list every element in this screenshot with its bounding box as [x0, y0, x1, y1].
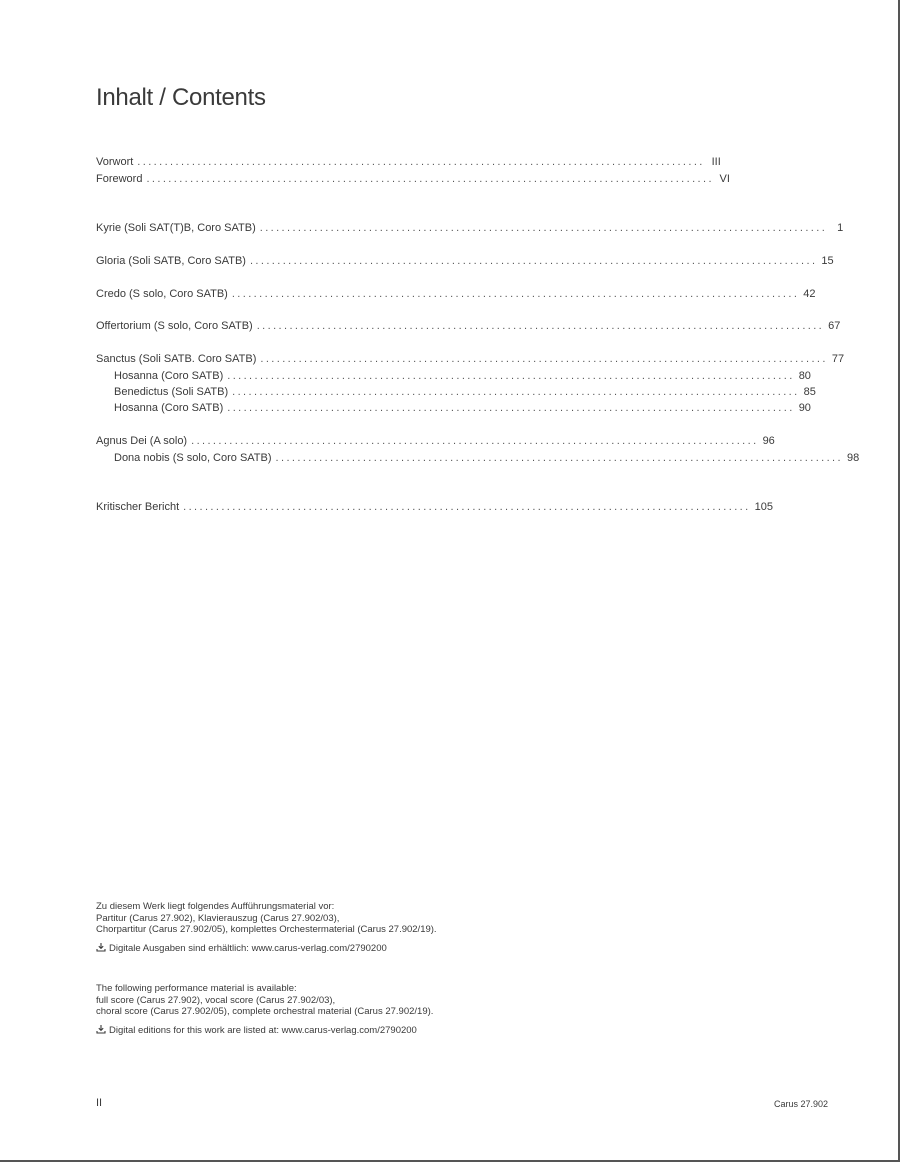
download-icon [96, 942, 106, 952]
toc-entry-label: Credo (S solo, Coro SATB) [96, 288, 228, 300]
toc-entry[interactable] [96, 501, 773, 517]
toc-entry[interactable] [96, 370, 811, 386]
toc-entry[interactable] [96, 222, 844, 238]
toc-entry[interactable] [96, 320, 841, 336]
page-number: II [96, 1097, 103, 1109]
material-line: Partitur (Carus 27.902), Klavierauszug (Carus 27.902/03), [96, 912, 340, 924]
download-icon [96, 1024, 106, 1034]
toc-entry[interactable] [96, 435, 775, 451]
toc-entry[interactable] [96, 353, 845, 369]
material-line: choral score (Carus 27.902/05), complete orchestral material (Carus 27.902/19). [96, 1006, 434, 1017]
material-line: Zu diesem Werk liegt folgendes Aufführungsmaterial vor: [96, 901, 335, 912]
toc-entry[interactable] [96, 255, 834, 271]
toc-entry-label: Kritischer Bericht [96, 501, 180, 513]
performance-material-en [96, 983, 433, 1036]
toc-entry-label: Hosanna (Coro SATB) [114, 370, 224, 382]
performance-material-de [96, 901, 437, 954]
toc-entry-page: 77 [831, 353, 845, 365]
material-line: The following performance material is available: [96, 983, 297, 994]
toc-leader-dots: ........................................................................................................ [256, 320, 825, 332]
toc-leader-dots: ........................................................................................................ [249, 255, 818, 267]
toc-entry-page: 96 [762, 435, 775, 447]
digital-editions-link-de[interactable] [96, 942, 437, 955]
toc-entry-label: Kyrie (Soli SAT(T)B, Coro SATB) [96, 222, 256, 234]
catalog-number: Carus 27.902 [773, 1099, 828, 1109]
toc-entry-page: 90 [798, 402, 811, 414]
digital-editions-text-en: Digital editions for this work are listed at: www.carus-verlag.com/2790200 [109, 1024, 417, 1036]
toc-entry[interactable] [96, 156, 721, 172]
toc-leader-dots: ........................................................................................................ [275, 452, 843, 464]
toc-leader-dots: ........................................................................................................ [227, 402, 795, 414]
toc-leader-dots: ........................................................................................................ [227, 370, 795, 382]
toc-entry-page: 42 [803, 288, 816, 300]
toc-entry-page: VI [719, 173, 730, 185]
toc-entry-page: 105 [754, 501, 773, 513]
toc-entry-page: III [711, 156, 721, 168]
digital-editions-text-de: Digitale Ausgaben sind erhältlich: www.carus-verlag.com/2790200 [109, 942, 387, 954]
toc-entry-label: Sanctus (Soli SATB. Coro SATB) [96, 353, 257, 365]
toc-leader-dots: ........................................................................................................ [137, 156, 705, 168]
toc-entry-page: 98 [846, 452, 860, 464]
toc-entry-label: Benedictus (Soli SATB) [114, 386, 229, 398]
toc-entry[interactable] [96, 402, 811, 418]
toc-leader-dots: ........................................................................................................ [231, 288, 800, 300]
toc-entry[interactable] [96, 288, 816, 304]
material-line: full score (Carus 27.902), vocal score (Carus 27.902/03), [96, 994, 336, 1006]
toc-entry-label: Foreword [96, 173, 143, 185]
toc-leader-dots: ........................................................................................................ [183, 501, 751, 513]
toc-entry-label: Offertorium (S solo, Coro SATB) [96, 320, 253, 332]
toc-entry-page: 15 [821, 255, 834, 267]
toc-leader-dots: ........................................................................................................ [146, 173, 714, 185]
page-title: Inhalt / Contents [96, 84, 266, 111]
toc-entry-page: 67 [828, 320, 841, 332]
toc-entry-label: Dona nobis (S solo, Coro SATB) [114, 452, 272, 464]
toc-leader-dots: ........................................................................................................ [259, 222, 828, 234]
material-line: Chorpartitur (Carus 27.902/05), komplettes Orchestermaterial (Carus 27.902/19). [96, 924, 437, 935]
toc-entry-page: 80 [798, 370, 811, 382]
toc-entry-label: Vorwort [96, 156, 134, 168]
toc-entry[interactable] [96, 452, 860, 468]
toc-leader-dots: ........................................................................................................ [260, 353, 828, 365]
toc-entry-label: Gloria (Soli SATB, Coro SATB) [96, 255, 246, 267]
digital-editions-link-en[interactable] [96, 1024, 433, 1037]
toc-entry[interactable] [96, 386, 816, 402]
toc-entry[interactable] [96, 173, 730, 189]
toc-entry-label: Hosanna (Coro SATB) [114, 402, 224, 414]
toc-entry-label: Agnus Dei (A solo) [96, 435, 188, 447]
toc-leader-dots: ........................................................................................................ [191, 435, 759, 447]
toc-entry-page: 85 [803, 386, 816, 398]
toc-entry-page: 1 [837, 222, 844, 234]
toc-leader-dots: ........................................................................................................ [232, 386, 800, 398]
